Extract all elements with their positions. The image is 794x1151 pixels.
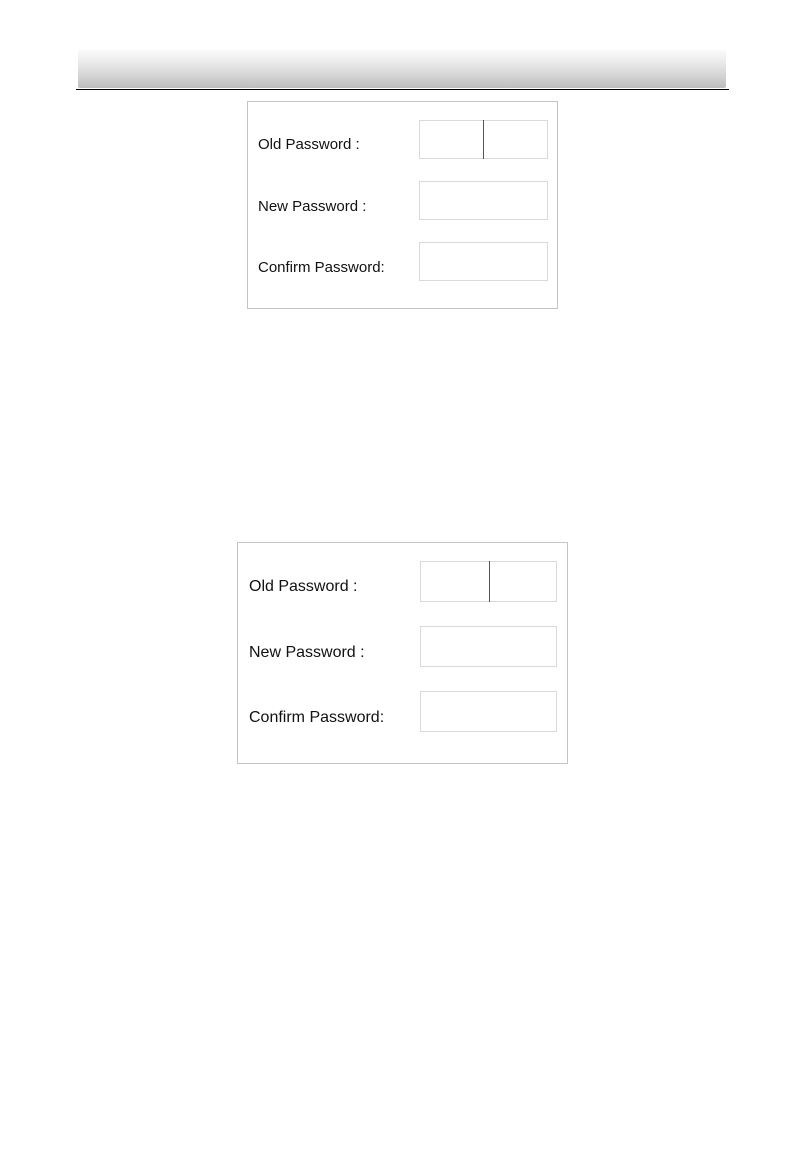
header-divider	[76, 89, 729, 90]
old-password-label: Old Password :	[249, 578, 358, 595]
old-password-input[interactable]	[419, 120, 548, 159]
new-password-input[interactable]	[420, 626, 557, 667]
page-header-bar	[78, 50, 726, 88]
confirm-password-input[interactable]	[419, 242, 548, 281]
new-password-label: New Password :	[249, 644, 365, 661]
password-dialog-2	[237, 542, 568, 764]
confirm-password-input[interactable]	[420, 691, 557, 732]
new-password-input[interactable]	[419, 181, 548, 220]
old-password-input[interactable]	[420, 561, 557, 602]
confirm-password-label: Confirm Password:	[258, 259, 385, 276]
new-password-label: New Password :	[258, 198, 367, 215]
confirm-password-label: Confirm Password:	[249, 709, 385, 726]
password-dialog-1	[247, 101, 558, 309]
old-password-label: Old Password :	[258, 136, 360, 153]
